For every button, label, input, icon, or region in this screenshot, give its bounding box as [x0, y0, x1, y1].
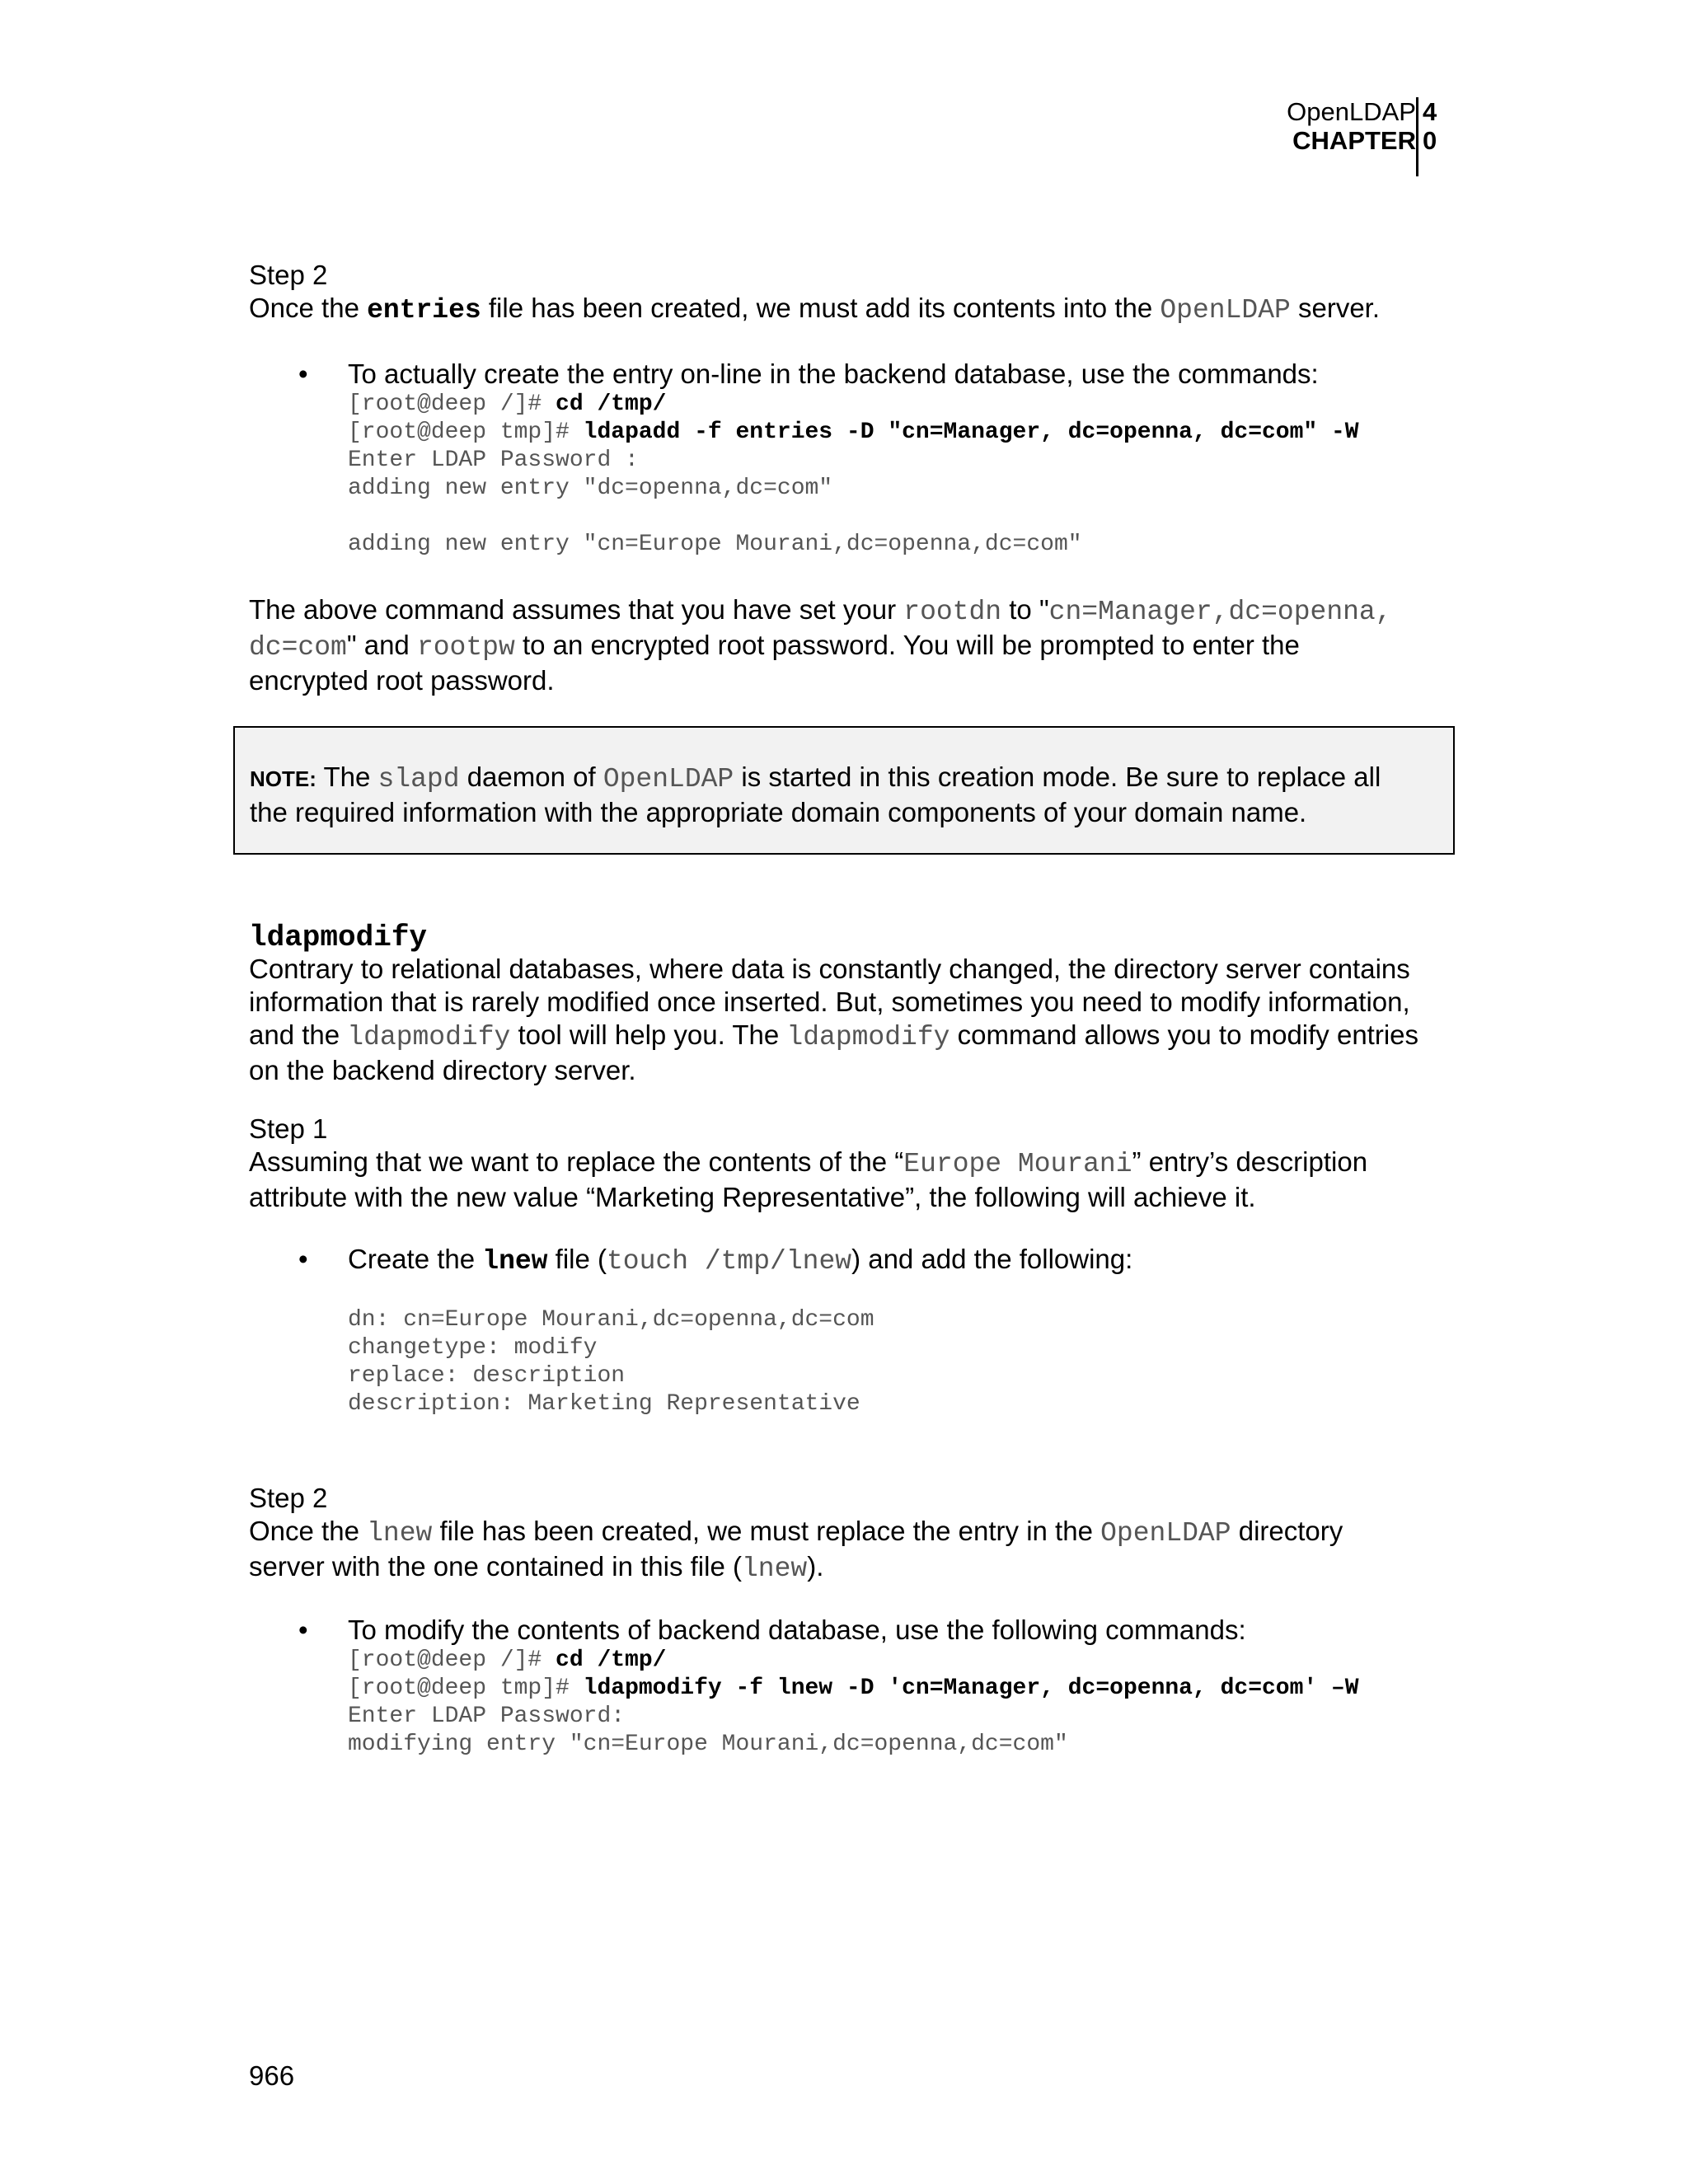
- section-heading: ldapmodify: [249, 921, 428, 954]
- bullet-dot: •: [298, 1244, 308, 1274]
- code-line: replace: description: [348, 1363, 626, 1389]
- chapter-digit-1: 4: [1423, 97, 1437, 126]
- code-line: adding new entry "dc=openna,dc=com": [348, 476, 833, 501]
- code-line: [root@deep tmp]# ldapadd -f entries -D "cn=Manager, dc=openna, dc=com" -W: [348, 419, 1359, 445]
- code-block: [348, 1306, 874, 1418]
- code-line: [root@deep tmp]# ldapmodify -f lnew -D 'cn=Manager, dc=openna, dc=com' –W: [348, 1675, 1359, 1701]
- code-line: dn: cn=Europe Mourani,dc=openna,dc=com: [348, 1307, 874, 1333]
- header-title-block: [1287, 97, 1416, 155]
- paragraph: Assuming that we want to replace the contents of the “Europe Mourani” entry’s description attribute with the new value “Marketing Representative”, the following will achieve it.: [249, 1146, 1368, 1212]
- paragraph: Once the lnew file has been created, we must replace the entry in the OpenLDAP directory server with the one contained in this file (lnew).: [249, 1516, 1343, 1584]
- code-block: [348, 1647, 1359, 1759]
- step-label: Step 1: [249, 1113, 328, 1144]
- step-label: Step 2: [249, 260, 328, 290]
- header-chapter-number: [1423, 97, 1437, 155]
- note-label: NOTE:: [250, 766, 316, 791]
- code-line: [root@deep /]# cd /tmp/: [348, 1647, 667, 1673]
- chapter-digit-2: 0: [1423, 126, 1437, 155]
- page-header: [0, 97, 1688, 176]
- header-divider: [1416, 97, 1418, 176]
- paragraph: Contrary to relational databases, where data is constantly changed, the directory server contains information that is rarely modified once inserted. But, sometimes you need to modify information, and the ldapmodify tool will help you. The ldapmodify command allows you to modify entries on the backend directory server.: [249, 954, 1419, 1085]
- bullet-text: To actually create the entry on-line in the backend database, use the commands:: [348, 359, 1319, 389]
- bullet-text: To modify the contents of backend database, use the following commands:: [348, 1615, 1246, 1645]
- header-title: OpenLDAP: [1287, 97, 1416, 126]
- note-box: [233, 726, 1455, 855]
- bullet-dot: •: [298, 1615, 308, 1645]
- page-number: 966: [249, 2060, 295, 2091]
- bullet-dot: •: [298, 359, 308, 389]
- code-line: [root@deep /]# cd /tmp/: [348, 391, 667, 417]
- code-line: Enter LDAP Password:: [348, 1704, 626, 1729]
- header-chapter-label: CHAPTER: [1292, 126, 1416, 155]
- bullet-text: Create the lnew file (touch /tmp/lnew) and add the following:: [348, 1244, 1133, 1277]
- paragraph: The above command assumes that you have set your rootdn to "cn=Manager,dc=openna, dc=com" and rootpw to an encrypted root password. You will be prompted to enter the encrypted root password.: [249, 594, 1392, 696]
- code-line: description: Marketing Representative: [348, 1391, 860, 1417]
- code-line: adding new entry "cn=Europe Mourani,dc=openna,dc=com": [348, 532, 1082, 557]
- code-line: Enter LDAP Password :: [348, 448, 639, 473]
- paragraph: Once the entries file has been created, we must add its contents into the OpenLDAP server.: [249, 293, 1381, 326]
- code-line: modifying entry "cn=Europe Mourani,dc=openna,dc=com": [348, 1732, 1068, 1757]
- code-block: [348, 391, 1359, 559]
- code-line: [348, 503, 1359, 531]
- note-text: NOTE: The slapd daemon of OpenLDAP is started in this creation mode. Be sure to replace all the required information with the appropriate domain components of your domain name.: [250, 762, 1381, 827]
- code-line: changetype: modify: [348, 1335, 598, 1361]
- step-label: Step 2: [249, 1483, 328, 1513]
